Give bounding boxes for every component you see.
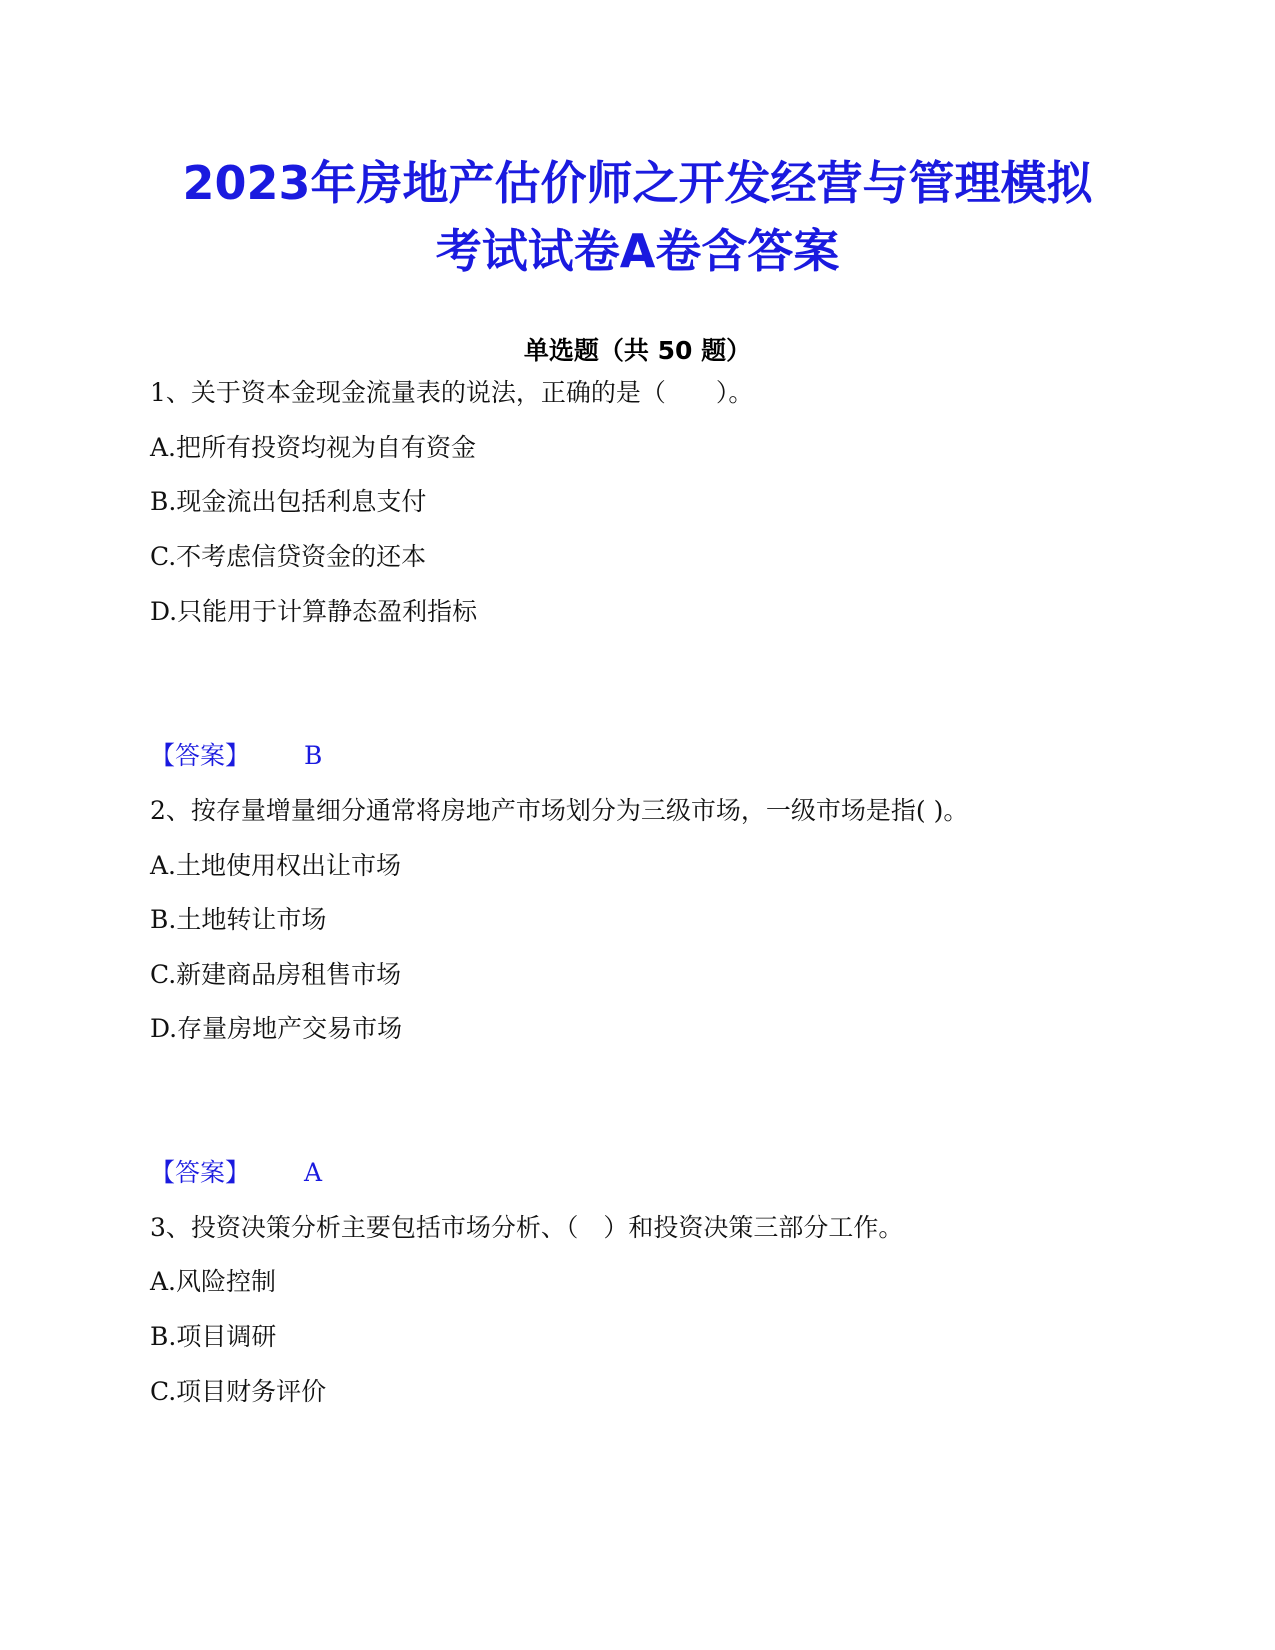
- question-3-stem: 3、投资决策分析主要包括市场分析、（ ）和投资决策三部分工作。: [150, 1213, 904, 1242]
- question-1-answer: [150, 738, 322, 774]
- answer-value: A: [304, 1158, 323, 1187]
- question-2-answer: [150, 1155, 322, 1191]
- question-1-option-a: A.把所有投资均视为自有资金: [150, 433, 477, 462]
- answer-value: B: [304, 741, 323, 770]
- section-heading: 单选题（共 50 题）: [523, 336, 752, 365]
- document-title-line-1: 2023年房地产估价师之开发经营与管理模拟: [182, 156, 1093, 210]
- document-title-line-2: 考试试卷A卷含答案: [435, 224, 840, 278]
- answer-label: 【答案】: [150, 1158, 251, 1187]
- question-1-option-d: D.只能用于计算静态盈利指标: [150, 597, 478, 626]
- question-2-stem: 2、按存量增量细分通常将房地产市场划分为三级市场，一级市场是指( )。: [150, 796, 969, 825]
- question-2-option-c: C.新建商品房租售市场: [150, 960, 402, 989]
- question-2-option-b: B.土地转让市场: [150, 905, 327, 934]
- question-1-option-c: C.不考虑信贷资金的还本: [150, 542, 427, 571]
- question-3-option-b: B.项目调研: [150, 1322, 277, 1351]
- question-1-stem: 1、关于资本金现金流量表的说法，正确的是（ ）。: [150, 378, 754, 407]
- question-1-option-b: B.现金流出包括利息支付: [150, 487, 427, 516]
- question-2-option-d: D.存量房地产交易市场: [150, 1014, 403, 1043]
- question-3-option-c: C.项目财务评价: [150, 1377, 327, 1406]
- question-2-option-a: A.土地使用权出让市场: [150, 851, 402, 880]
- answer-label: 【答案】: [150, 741, 251, 770]
- question-3-option-a: A.风险控制: [150, 1267, 277, 1296]
